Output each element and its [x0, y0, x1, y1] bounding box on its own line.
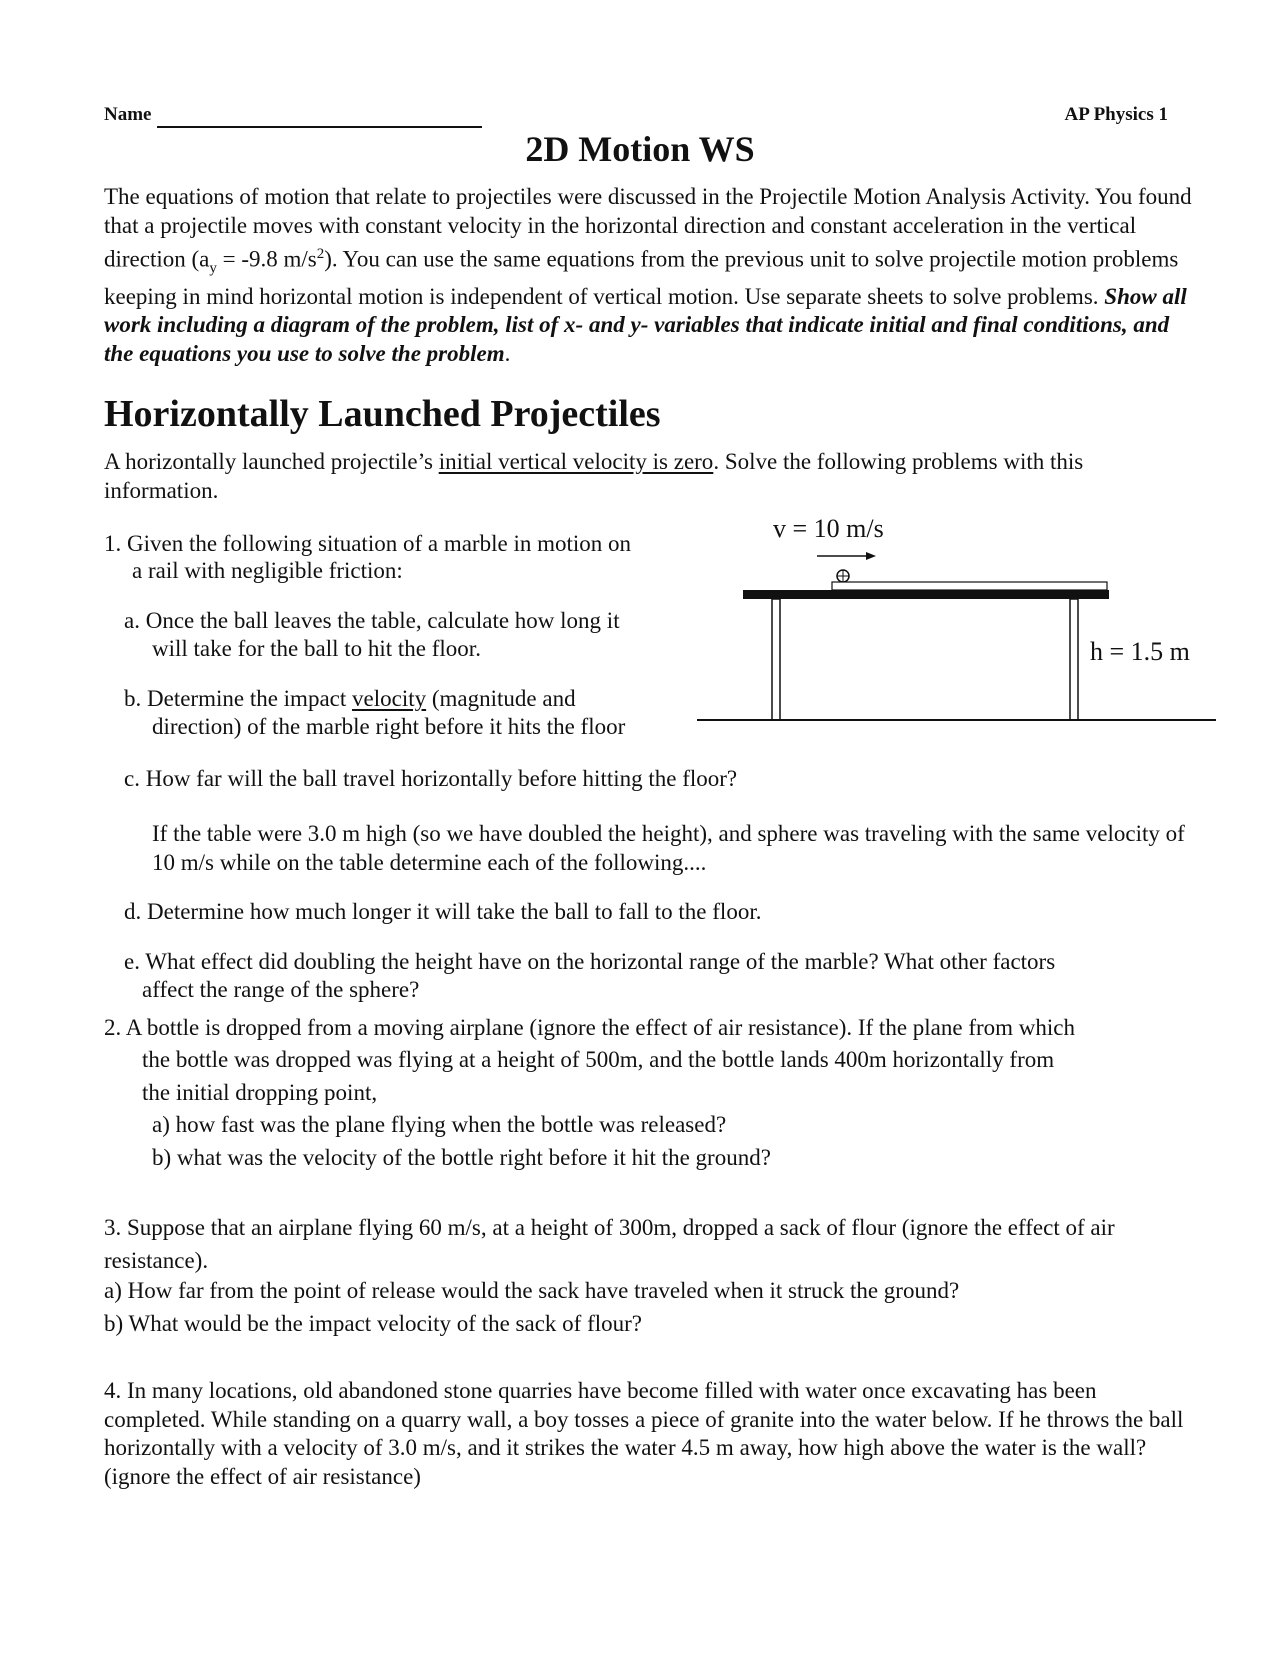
q1b-underlined: velocity	[352, 686, 427, 711]
section-intro	[104, 448, 1184, 505]
section-intro-pre: A horizontally launched projectile’s	[104, 449, 439, 474]
intro-end: .	[504, 340, 511, 366]
velocity-arrow	[817, 552, 876, 560]
q2a: a) how fast was the plane flying when the bottle was released?	[152, 1112, 727, 1137]
q2-line-2: the bottle was dropped was flying at a height of 500m, and the bottle lands 400m horizontally from	[142, 1047, 1055, 1072]
q1b-post: (magnitude and	[426, 686, 576, 711]
q2-line-1: 2. A bottle is dropped from a moving airplane (ignore the effect of air resistance). If the plane from which	[104, 1015, 1075, 1040]
q1e-line-2: affect the range of the sphere?	[142, 977, 420, 1002]
q1-note: If the table were 3.0 m high (so we have doubled the height), and sphere was traveling with the same velocity of 10 m/s while on the table determine each of the following....	[152, 821, 1185, 875]
height-label: h = 1.5 m	[1090, 637, 1190, 666]
q3-text: 3. Suppose that an airplane flying 60 m/s, at a height of 300m, dropped a sack of flour (ignore the effect of air resistance).	[104, 1215, 1115, 1273]
intro-superscript-2: 2	[316, 246, 325, 262]
q2b: b) what was the velocity of the bottle right before it hit the ground?	[152, 1145, 771, 1170]
page-title: 2D Motion WS	[525, 129, 755, 169]
intro-text-1: The equations of motion that relate to projectiles were discussed in the Projectile Motion Analysis Activity. You found that a projectile moves with constant velocity in the horizontal direction and constant acceleration in the vertical direction (a	[104, 184, 1192, 272]
q1-line-1: 1. Given the following situation of a marble in motion on	[104, 531, 632, 556]
q1e-line-1: e. What effect did doubling the height have on the horizontal range of the marble? What other factors	[124, 949, 1056, 974]
intro-subscript-y: y	[209, 260, 217, 277]
q1-line-2: a rail with negligible friction:	[132, 558, 403, 583]
rail	[832, 582, 1107, 590]
section-heading: Horizontally Launched Projectiles	[104, 393, 661, 435]
section-intro-underlined: initial vertical velocity is zero	[438, 449, 714, 474]
intro-paragraph	[104, 183, 1204, 368]
q1c: c. How far will the ball travel horizontally before hitting the floor?	[124, 766, 738, 791]
intro-text-2: = -9.8 m/s	[216, 246, 317, 272]
q1b-line-2: direction) of the marble right before it hits the floor	[152, 714, 626, 739]
q1a-line-1: a. Once the ball leaves the table, calculate how long it	[124, 608, 620, 633]
name-label: Name	[104, 104, 152, 125]
q1a-line-2: will take for the ball to hit the floor.	[152, 636, 481, 661]
table-leg-left	[772, 599, 780, 720]
table-diagram	[680, 515, 1240, 735]
intro-emphasis: Show all work including a diagram of the problem, list of x- and y- variables that indicate initial and final conditions, and the equations you use to solve the problem	[104, 283, 1187, 366]
q3a: a) How far from the point of release would the sack have traveled when it struck the ground?	[104, 1278, 960, 1303]
q3b: b) What would be the impact velocity of the sack of flour?	[104, 1311, 642, 1336]
table-top	[743, 590, 1109, 599]
table-leg-right	[1070, 599, 1078, 720]
course-label: AP Physics 1	[1064, 104, 1168, 125]
q1d: d. Determine how much longer it will take the ball to fall to the floor.	[124, 899, 762, 924]
q1b-pre: b. Determine the impact	[124, 686, 353, 711]
q1b-line-1	[124, 685, 576, 714]
q4-text: 4. In many locations, old abandoned stone quarries have become filled with water once excavating has been completed. While standing on a quarry wall, a boy tosses a piece of granite into the water below. If he throws the ball horizontally with a velocity of 3.0 m/s, and it strikes the water 4.5 m away, how high above the water is the wall? (ignore the effect of air resistance)	[104, 1378, 1184, 1489]
intro-text-3: ). You can use the same equations from the previous unit to solve projectile motion problems keeping in mind horizontal motion is independent of vertical motion. Use separate sheets to solve problems.	[104, 246, 1179, 309]
q2-line-3: the initial dropping point,	[142, 1080, 378, 1105]
marble	[837, 570, 849, 582]
velocity-label: v = 10 m/s	[773, 515, 884, 543]
section-intro-post: . Solve the following problems with this information.	[104, 449, 1084, 503]
